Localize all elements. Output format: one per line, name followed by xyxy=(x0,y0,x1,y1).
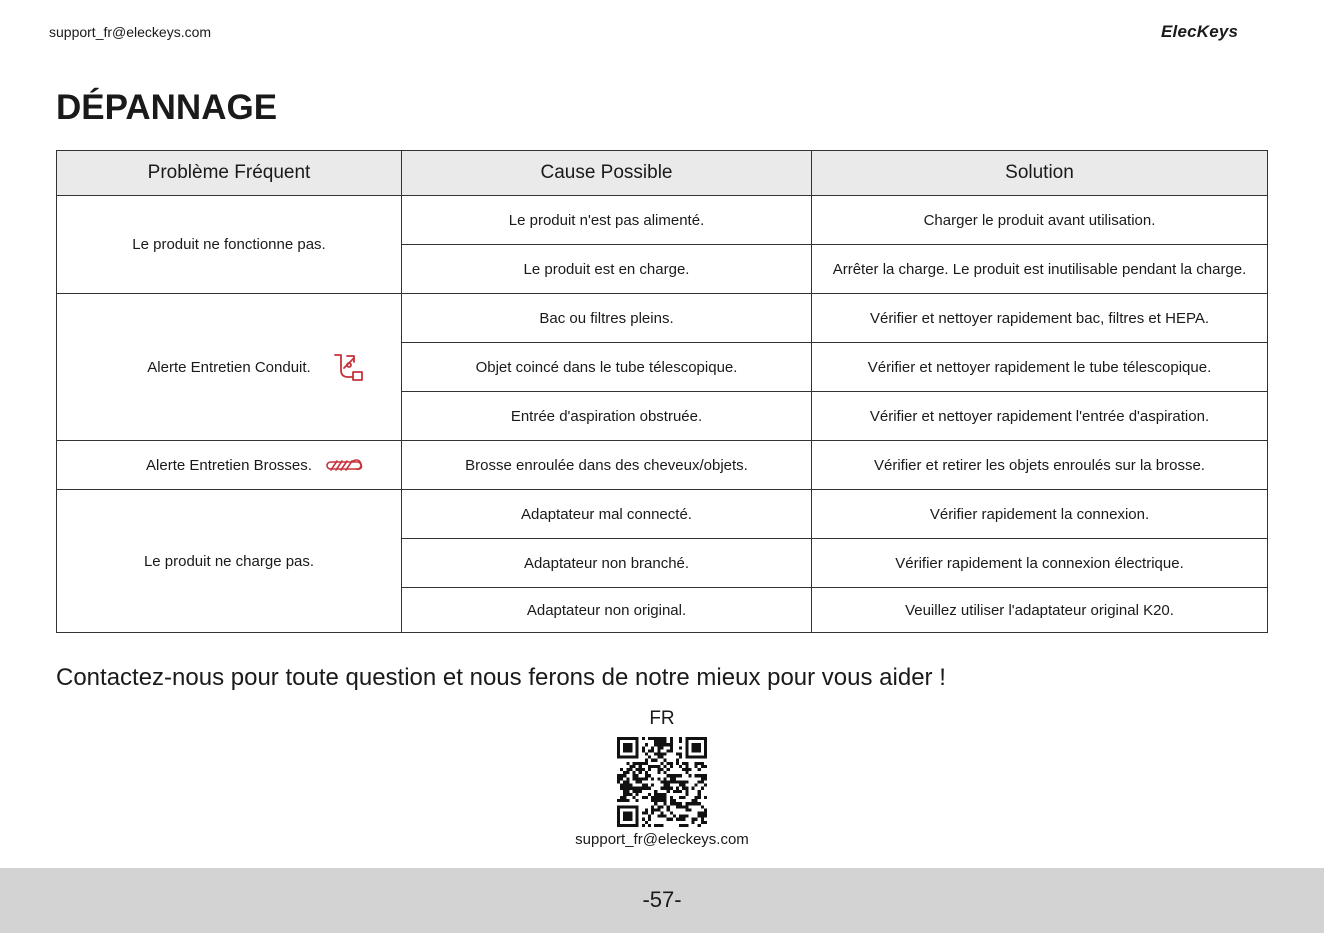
problem-cell xyxy=(57,441,402,490)
solution-cell: Vérifier rapidement la connexion. xyxy=(812,490,1268,539)
solution-cell: Veuillez utiliser l'adaptateur original K20. xyxy=(812,588,1268,633)
cause-cell: Adaptateur mal connecté. xyxy=(402,490,812,539)
table-header-row xyxy=(57,151,1268,196)
brush-tangle-icon xyxy=(325,458,365,472)
header-solution: Solution xyxy=(812,151,1268,196)
cause-cell: Le produit n'est pas alimenté. xyxy=(402,196,812,245)
problem-cell xyxy=(57,294,402,441)
solution-cell: Vérifier rapidement la connexion électrique. xyxy=(812,539,1268,588)
cause-cell: Brosse enroulée dans des cheveux/objets. xyxy=(402,441,812,490)
solution-cell: Arrêter la charge. Le produit est inutilisable pendant la charge. xyxy=(812,245,1268,294)
table-row xyxy=(57,294,1268,343)
cause-cell: Adaptateur non branché. xyxy=(402,539,812,588)
table-row xyxy=(57,490,1268,539)
qr-code-icon xyxy=(617,737,707,827)
problem-cell xyxy=(57,490,402,633)
header-problem: Problème Fréquent xyxy=(57,151,402,196)
solution-cell: Vérifier et nettoyer rapidement bac, filtres et HEPA. xyxy=(812,294,1268,343)
solution-cell: Charger le produit avant utilisation. xyxy=(812,196,1268,245)
cause-cell: Objet coincé dans le tube télescopique. xyxy=(402,343,812,392)
problem-text: Le produit ne fonctionne pas. xyxy=(132,236,326,253)
page-title: DÉPANNAGE xyxy=(56,88,278,127)
duct-clog-icon xyxy=(331,352,365,382)
cause-cell: Adaptateur non original. xyxy=(402,588,812,633)
troubleshooting-table xyxy=(56,150,1268,633)
cause-cell: Le produit est en charge. xyxy=(402,245,812,294)
contact-email: support_fr@eleckeys.com xyxy=(575,831,749,848)
table-row xyxy=(57,441,1268,490)
contact-text: Contactez-nous pour toute question et nous ferons de notre mieux pour vous aider ! xyxy=(56,664,946,691)
language-label: FR xyxy=(649,708,675,729)
cause-cell: Bac ou filtres pleins. xyxy=(402,294,812,343)
problem-text: Alerte Entretien Brosses. xyxy=(146,456,312,474)
header-cause: Cause Possible xyxy=(402,151,812,196)
header-email: support_fr@eleckeys.com xyxy=(49,24,212,40)
problem-text: Alerte Entretien Conduit. xyxy=(147,358,311,376)
cause-cell: Entrée d'aspiration obstruée. xyxy=(402,392,812,441)
page-number: -57- xyxy=(642,887,682,912)
solution-cell: Vérifier et retirer les objets enroulés sur la brosse. xyxy=(812,441,1268,490)
problem-text: Le produit ne charge pas. xyxy=(143,552,315,570)
brand-logo: ElecKeys xyxy=(1161,22,1239,41)
problem-cell xyxy=(57,196,402,294)
solution-cell: Vérifier et nettoyer rapidement l'entrée d'aspiration. xyxy=(812,392,1268,441)
solution-cell: Vérifier et nettoyer rapidement le tube télescopique. xyxy=(812,343,1268,392)
table-row xyxy=(57,196,1268,245)
